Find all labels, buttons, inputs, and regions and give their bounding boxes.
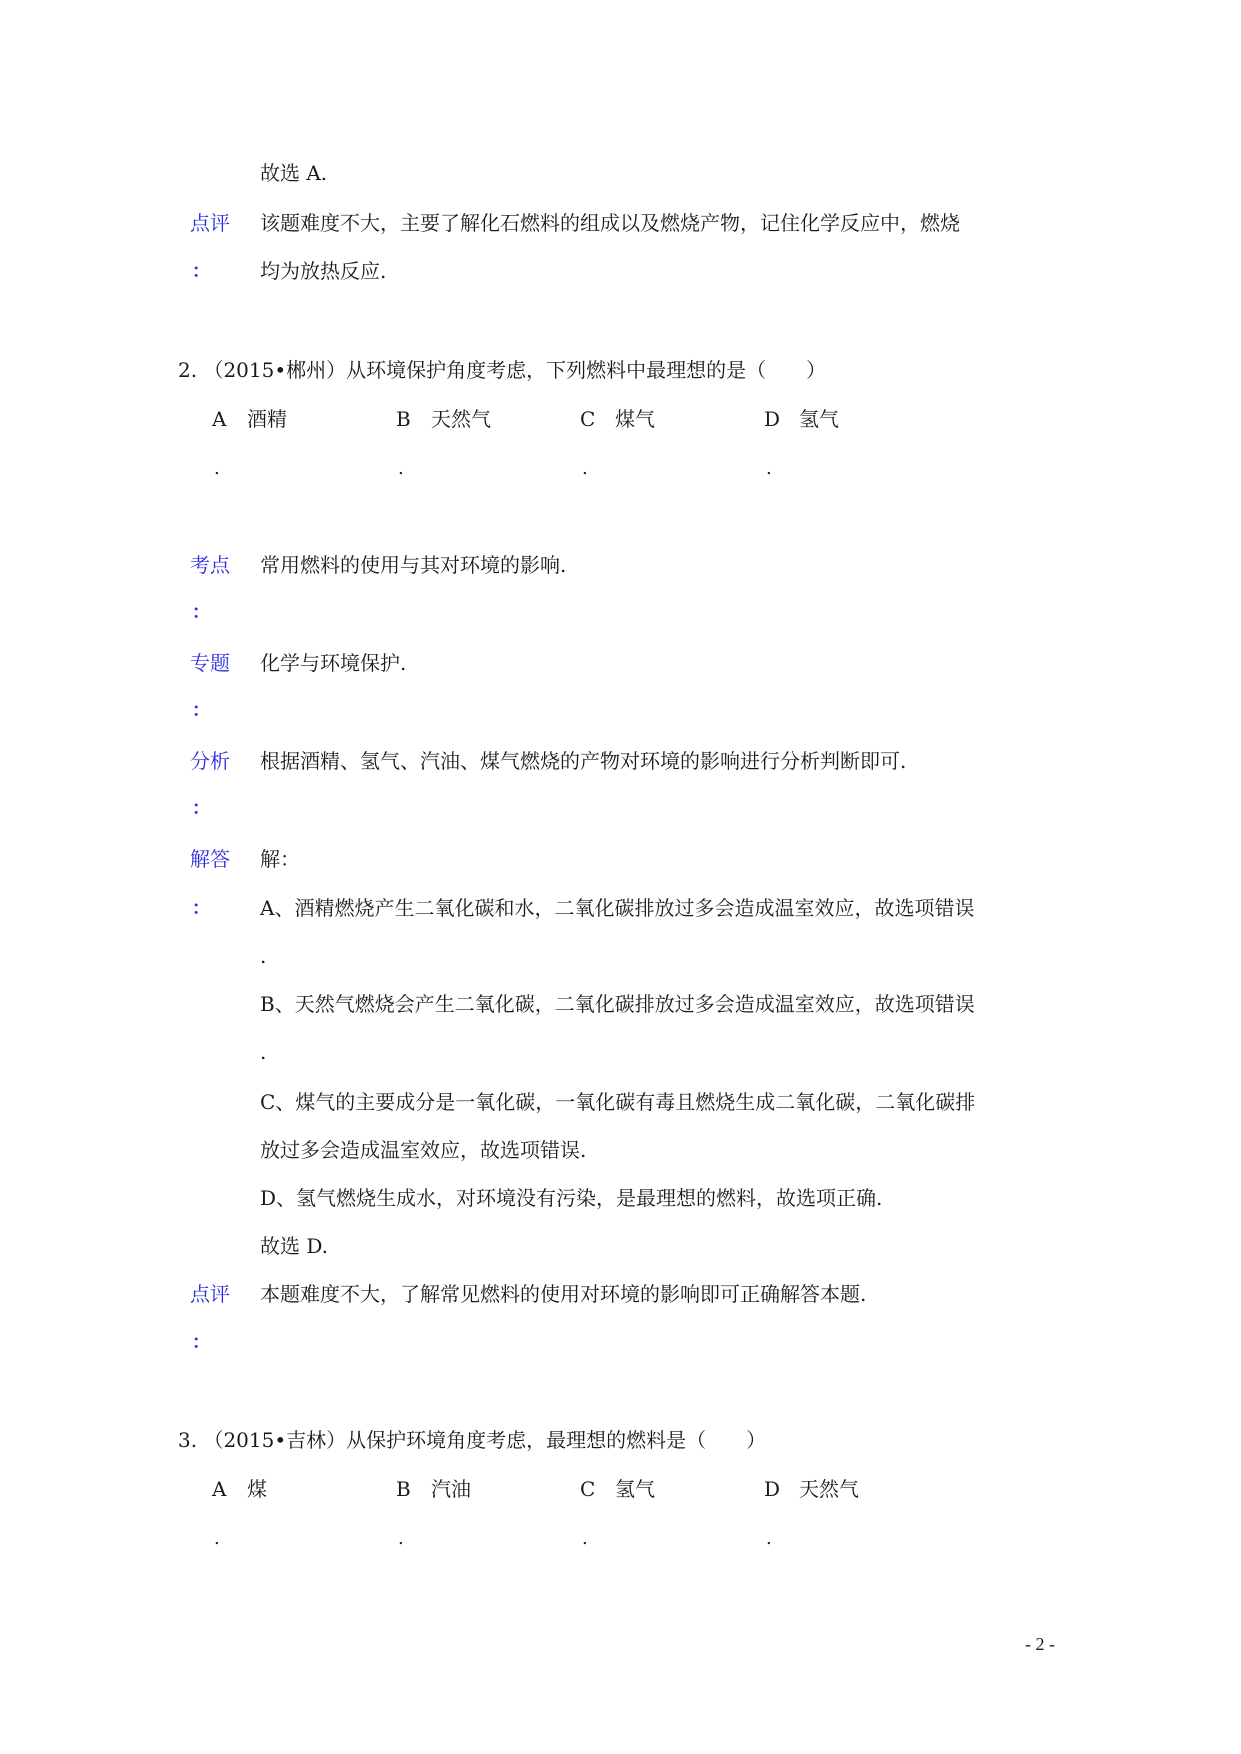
q2-jieda-label: 解答 [190,847,230,871]
q2-fenxi-label: 分析 [190,749,230,773]
q2-option-a-dot: . [214,458,220,479]
q3-option-a-text: 煤 [247,1477,267,1501]
question-2-stem: 2. （2015•郴州）从环境保护角度考虑，下列燃料中最理想的是（ ） [178,358,827,382]
q3-option-a-dot: . [214,1528,220,1549]
q3-option-b-dot: . [398,1528,404,1549]
q2-fenxi-text: 根据酒精、氢气、汽油、煤气燃烧的产物对环境的影响进行分析判断即可. [260,749,907,773]
q2-answer-a-line2: . [260,944,267,968]
q2-answer-d-line1: D、氢气燃烧生成水，对环境没有污染，是最理想的燃料，故选项正确. [260,1186,883,1210]
q2-option-d-dot: . [766,458,772,479]
q3-option-c-text: 氢气 [615,1477,655,1501]
q2-dianping-text: 本题难度不大，了解常见燃料的使用对环境的影响即可正确解答本题. [260,1282,867,1306]
q3-option-c-dot: . [582,1528,588,1549]
q2-answer-c-line2: 放过多会造成温室效应，故选项错误. [260,1138,587,1162]
q2-answer-a-line1: A、酒精燃烧产生二氧化碳和水，二氧化碳排放过多会造成温室效应，故选项错误 [260,896,975,920]
q2-zhuanti-label: 专题 [190,651,230,675]
q2-zhuanti-colon: ： [192,700,210,721]
q2-kaodian-label: 考点 [190,553,230,577]
q2-option-d-letter: D [764,407,781,431]
q2-option-a-text: 酒精 [247,407,287,431]
q2-answer-b-line1: B、天然气燃烧会产生二氧化碳，二氧化碳排放过多会造成温室效应，故选项错误 [260,992,975,1016]
comment-colon: ： [192,261,210,282]
q2-jieda-colon: ： [192,898,210,919]
question-3-stem: 3. （2015•吉林）从保护环境角度考虑，最理想的燃料是（ ） [178,1428,767,1452]
q2-answer-b-line2: . [260,1040,267,1064]
q3-option-d-text: 天然气 [799,1477,859,1501]
q2-zhuanti-text: 化学与环境保护. [260,651,407,675]
q2-kaodian-text: 常用燃料的使用与其对环境的影响. [260,553,567,577]
comment-text-line2: 均为放热反应. [260,259,387,283]
page-number: - 2 - [1025,1634,1055,1654]
comment-label: 点评 [190,211,230,235]
q2-option-b-text: 天然气 [431,407,491,431]
q2-option-a-letter: A [212,407,227,431]
q2-answer-c-line1: C、煤气的主要成分是一氧化碳，一氧化碳有毒且燃烧生成二氧化碳，二氧化碳排 [260,1090,976,1114]
comment-text-line1: 该题难度不大，主要了解化石燃料的组成以及燃烧产物，记住化学反应中，燃烧 [260,211,960,235]
q3-option-d-letter: D [764,1477,781,1501]
q2-option-c-dot: . [582,458,588,479]
q2-conclusion: 故选 D. [260,1234,329,1258]
q2-option-b-letter: B [396,407,411,431]
q2-jieda-intro: 解： [260,847,300,871]
q3-option-b-text: 汽油 [431,1477,471,1501]
conclusion-text: 故选 A. [260,161,328,185]
q2-option-d-text: 氢气 [799,407,839,431]
q2-dianping-label: 点评 [190,1282,230,1306]
q2-option-c-letter: C [580,407,596,431]
q2-option-b-dot: . [398,458,404,479]
q3-option-c-letter: C [580,1477,596,1501]
q2-fenxi-colon: ： [192,798,210,819]
q2-dianping-colon: ： [192,1332,210,1353]
q3-option-d-dot: . [766,1528,772,1549]
q3-option-a-letter: A [212,1477,227,1501]
q2-option-c-text: 煤气 [615,407,655,431]
q3-option-b-letter: B [396,1477,411,1501]
q2-kaodian-colon: ： [192,602,210,623]
